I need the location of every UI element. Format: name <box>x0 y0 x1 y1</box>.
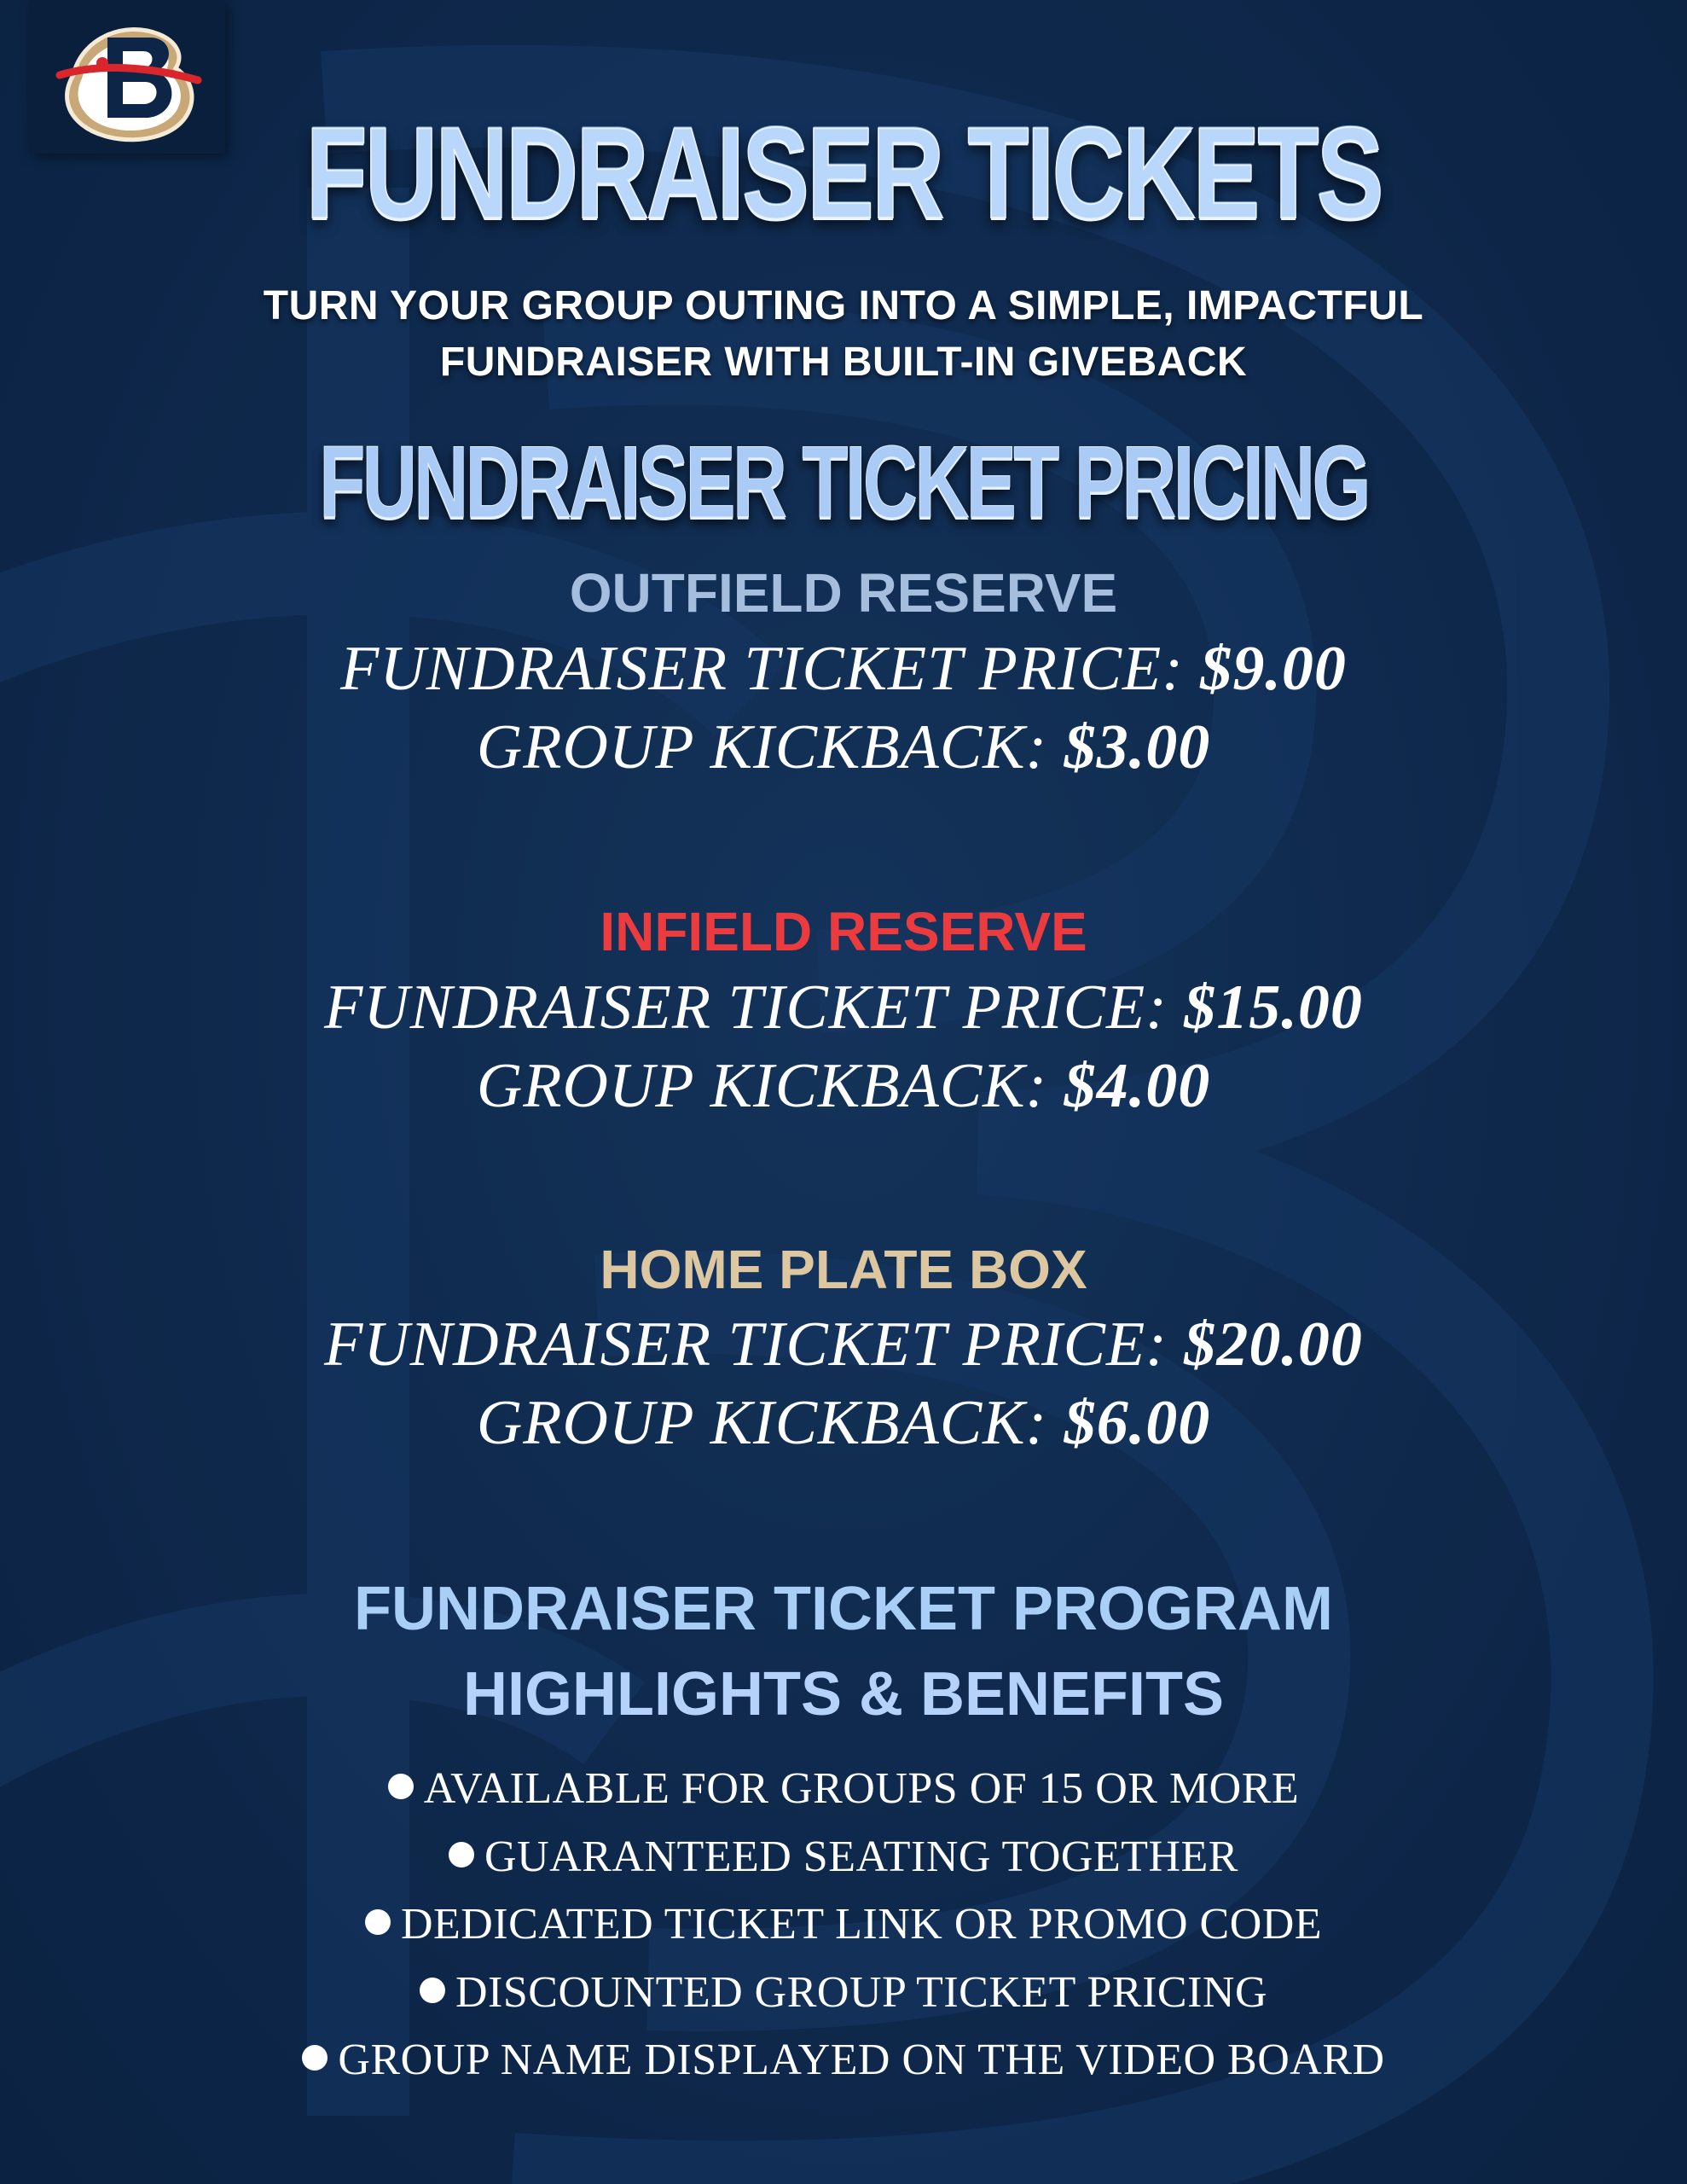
tier-price-line <box>0 1305 1687 1384</box>
tier-name-home-plate-box: HOME PLATE BOX <box>600 1239 1087 1300</box>
price-value: $15.00 <box>1184 973 1363 1043</box>
bullet-icon <box>365 1909 391 1935</box>
tier-price-line <box>0 630 1687 708</box>
tier-price-line <box>0 968 1687 1047</box>
pricing-title: FUNDRAISER TICKET PRICING <box>319 425 1368 539</box>
kickback-value: $3.00 <box>1064 712 1211 782</box>
bullet-icon <box>302 2045 328 2071</box>
benefit-list-item: DEDICATED TICKET LINK OR PROMO CODE <box>0 1896 1687 1953</box>
team-b-logo-icon <box>48 3 206 150</box>
price-label: FUNDRAISER TICKET PRICE: <box>324 973 1168 1043</box>
benefit-list-item: GUARANTEED SEATING TOGETHER <box>0 1829 1687 1885</box>
bullet-icon <box>420 1978 445 2003</box>
bullet-icon <box>388 1774 414 1799</box>
bullet-icon <box>449 1842 474 1867</box>
kickback-label: GROUP KICKBACK: <box>476 712 1048 782</box>
benefit-list-item: DISCOUNTED GROUP TICKET PRICING <box>0 1965 1687 2021</box>
kickback-value: $6.00 <box>1064 1388 1211 1458</box>
price-value: $9.00 <box>1200 634 1347 704</box>
kickback-label: GROUP KICKBACK: <box>476 1388 1048 1458</box>
tier-kickback-line <box>0 1047 1687 1125</box>
tier-name-outfield-reserve: OUTFIELD RESERVE <box>569 562 1118 624</box>
benefit-list-item: AVAILABLE FOR GROUPS OF 15 OR MORE <box>0 1761 1687 1817</box>
kickback-value: $4.00 <box>1064 1051 1211 1121</box>
kickback-label: GROUP KICKBACK: <box>476 1051 1048 1121</box>
subtitle-line-2: FUNDRAISER WITH BUILT-IN GIVEBACK <box>439 340 1248 385</box>
tier-kickback-line <box>0 708 1687 787</box>
tier-kickback-line <box>0 1384 1687 1462</box>
price-value: $20.00 <box>1184 1310 1363 1380</box>
price-label: FUNDRAISER TICKET PRICE: <box>340 634 1184 704</box>
highlights-title-line-1: FUNDRAISER TICKET PROGRAM <box>354 1575 1333 1643</box>
highlights-title-line-2: HIGHLIGHTS & BENEFITS <box>462 1660 1225 1728</box>
benefit-list-item: GROUP NAME DISPLAYED ON THE VIDEO BOARD <box>0 2032 1687 2088</box>
tier-name-infield-reserve: INFIELD RESERVE <box>600 901 1087 962</box>
price-label: FUNDRAISER TICKET PRICE: <box>324 1310 1168 1380</box>
page-title: FUNDRAISER TICKETS <box>305 101 1382 246</box>
subtitle-line-1: TURN YOUR GROUP OUTING INTO A SIMPLE, IMPACTFUL <box>263 283 1424 328</box>
